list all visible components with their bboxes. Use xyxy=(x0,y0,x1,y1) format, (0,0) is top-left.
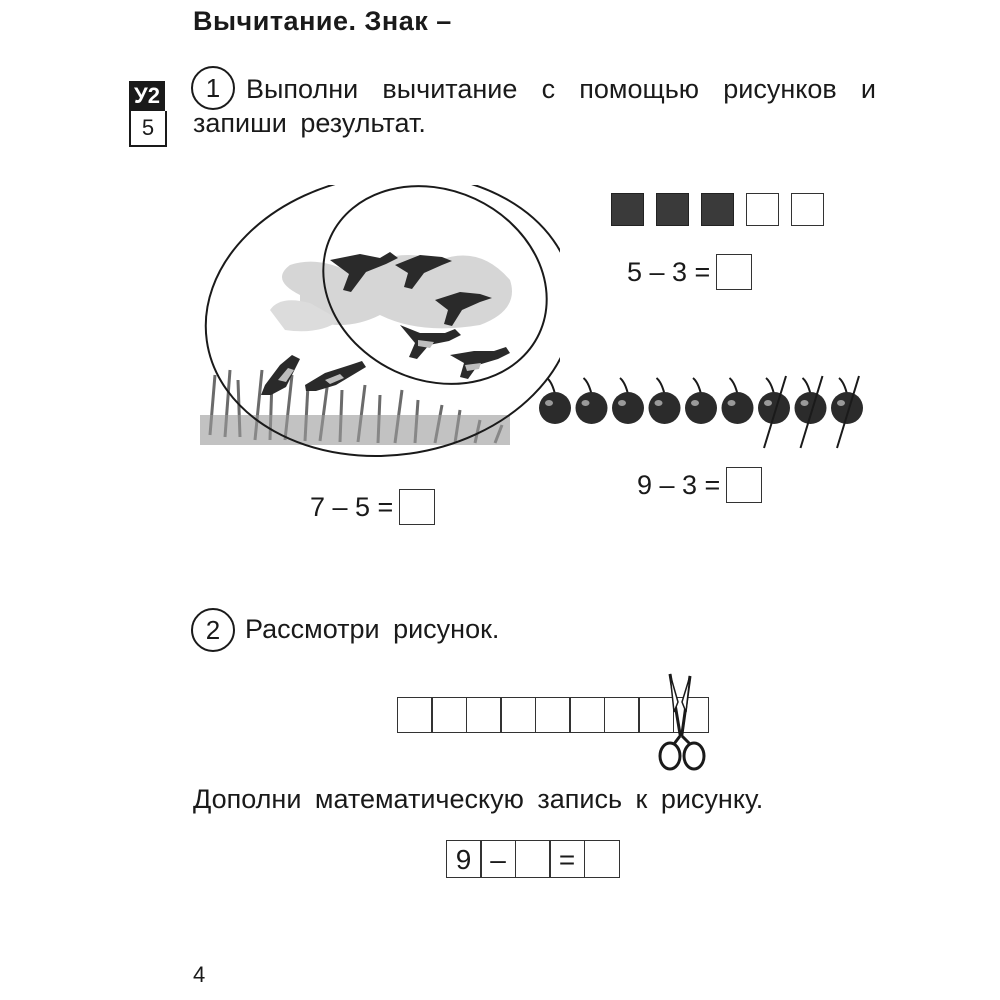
task-2-text: Рассмотри рисунок. xyxy=(245,614,500,644)
record-cell-answer[interactable] xyxy=(584,840,620,878)
cherry xyxy=(649,378,681,424)
cherry xyxy=(539,378,571,424)
strip-cell xyxy=(466,697,502,733)
birds-illustration xyxy=(180,185,560,465)
cherry xyxy=(685,378,717,424)
math-record xyxy=(447,840,620,878)
squares-row xyxy=(611,193,836,226)
cherries-illustration xyxy=(535,370,875,450)
lesson-badge: У2 xyxy=(129,81,165,111)
strip-cell xyxy=(397,697,433,733)
page-number: 4 xyxy=(193,962,206,987)
strip-cell xyxy=(569,697,605,733)
cherry xyxy=(795,376,827,448)
equation-cherries xyxy=(637,467,762,503)
strip-cell xyxy=(535,697,571,733)
square-empty xyxy=(791,193,824,226)
task-1-line-2: запиши результат. xyxy=(193,108,426,138)
lesson-number: 5 xyxy=(129,111,167,147)
equation-squares-text: 5 – 3 = xyxy=(627,256,711,287)
cherry xyxy=(758,376,790,448)
task-2-number: 2 xyxy=(191,608,235,652)
task-2-instruction: Дополни математическую запись к рисунку. xyxy=(193,784,764,814)
cherry xyxy=(612,378,644,424)
square-filled xyxy=(701,193,734,226)
cherry xyxy=(831,376,863,448)
square-filled xyxy=(611,193,644,226)
page-title: Вычитание. Знак – xyxy=(193,6,452,36)
task-1-number: 1 xyxy=(191,66,235,110)
record-cell-answer[interactable] xyxy=(515,840,551,878)
square-filled xyxy=(656,193,689,226)
cherry xyxy=(576,378,608,424)
equation-squares xyxy=(627,254,752,290)
answer-box-squares[interactable] xyxy=(716,254,752,290)
scissors-icon xyxy=(652,672,712,777)
task-1-line-1: Выполни вычитание с помощью рисунков и xyxy=(246,74,876,104)
cherry xyxy=(722,378,754,424)
record-cell: = xyxy=(549,840,585,878)
answer-box-cherries[interactable] xyxy=(726,467,762,503)
answer-box-birds[interactable] xyxy=(399,489,435,525)
square-empty xyxy=(746,193,779,226)
strip-cell xyxy=(431,697,467,733)
equation-birds-text: 7 – 5 = xyxy=(310,491,394,522)
equation-cherries-text: 9 – 3 = xyxy=(637,469,721,500)
strip-cell xyxy=(500,697,536,733)
record-cell: 9 xyxy=(446,840,482,878)
record-cell: – xyxy=(480,840,516,878)
task-1-text xyxy=(193,72,876,140)
strip-cell xyxy=(604,697,640,733)
equation-birds xyxy=(310,489,435,525)
